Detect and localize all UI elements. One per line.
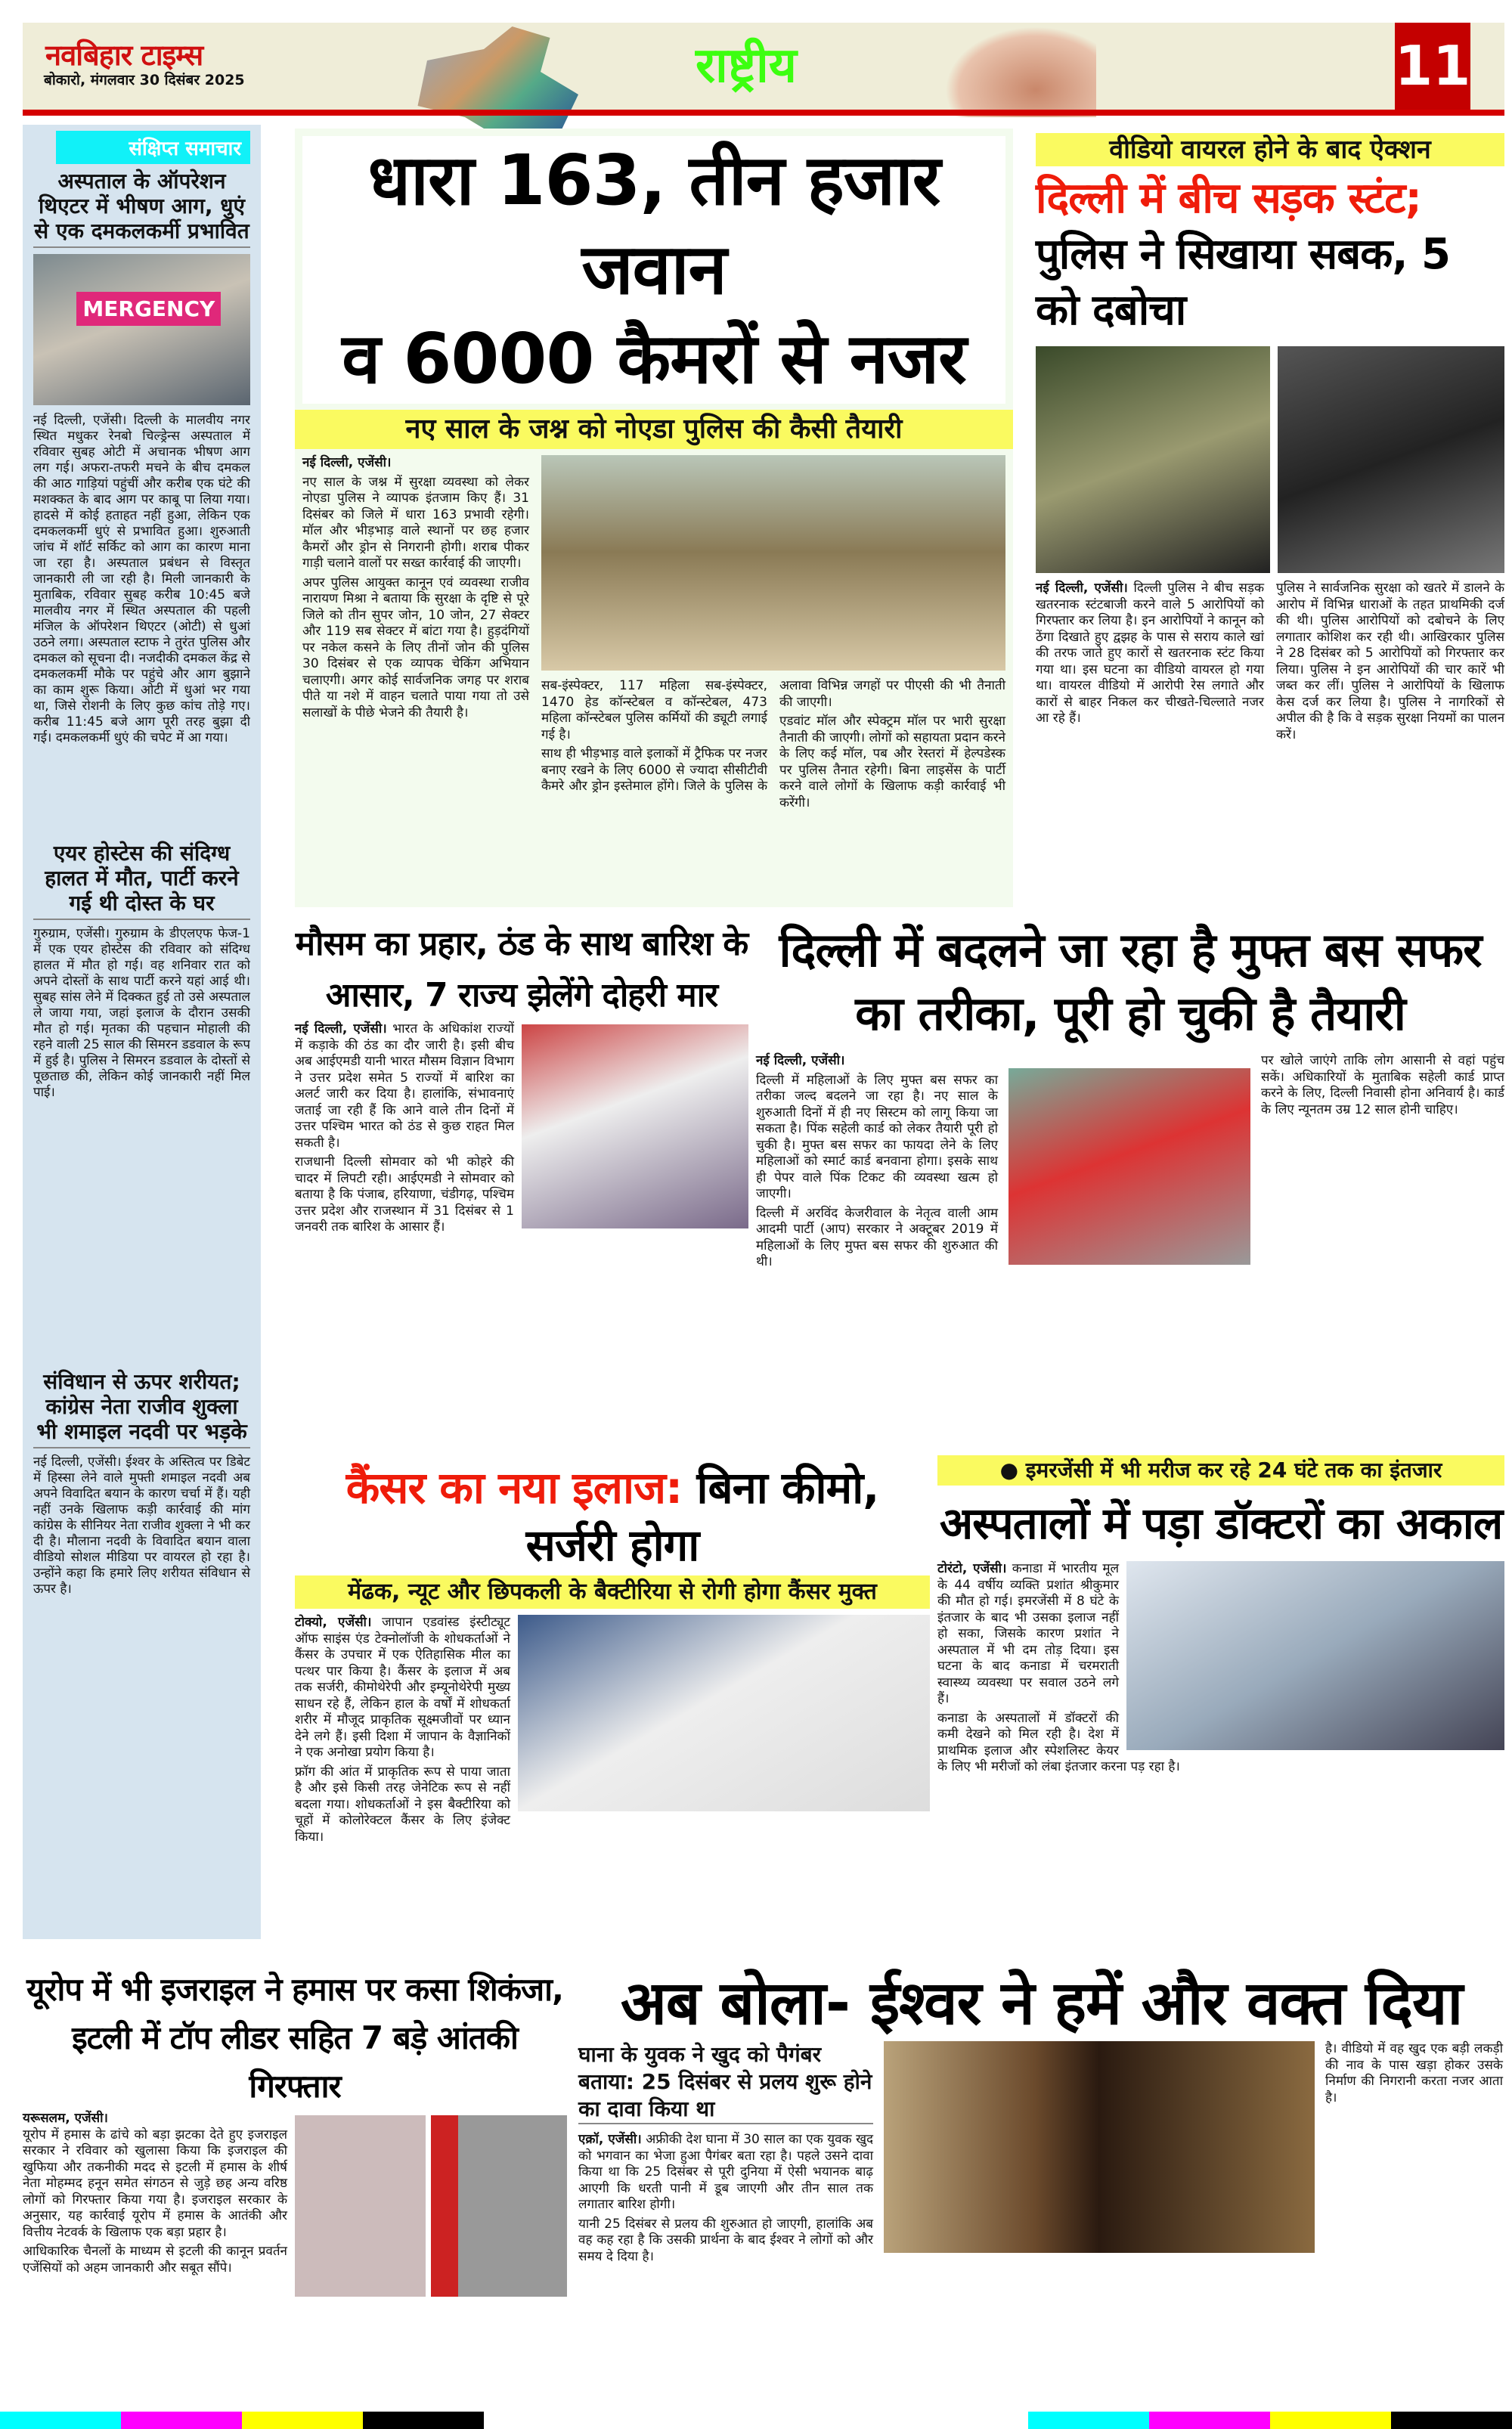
weather-story: [295, 919, 748, 1440]
paragraph: जापान एडवांस्ड इंस्टीट्यूट ऑफ साइंस एंड टेक्नोलॉजी के शोधकर्ताओं ने कैंसर के उपचार में एक ऐतिहासिक मील का पत्थर पार किया है। कैंसर के इलाज में अब तक सर्जरी, कीमोथेरेपी और इम्यूनोथेरेपी मुख्य साधन रहे हैं, लेकिन हाल के वर्षों में शोधकर्ता शरीर में मौजूद प्राकृतिक सूक्ष्मजीवों पर ध्यान देने लगे हैं। इसी दिशा में जापान के वैज्ञानिकों ने एक अनोखा प्रयोग किया है।: [295, 1615, 510, 1760]
bus-photo: [1009, 1068, 1250, 1265]
israel-headline: यूरोप में भी इजराइल ने हमास पर कसा शिकंजा, इटली में टॉप लीडर सहित 7 बड़े आंतकी गिरफ्तार: [26, 1971, 563, 2105]
cancer-story: [295, 1459, 930, 1950]
hospital-fire-photo: [33, 254, 250, 405]
paragraph: कनाडा के अस्पतालों में डॉक्टरों की कमी देखने को मिल रही है। देश में प्राथमिक इलाज और स्पेशलिस्ट केयर के लिए भी मरीजों को लंबा इंतजार करना पड़ रहा है।: [937, 1710, 1180, 1774]
paragraph: पर खोले जाएंगे ताकि लोग आसानी से वहां पहुंच सकें। अधिकारियों के मुताबिक सहेली कार्ड प्राप्त करने के लिए, दिल्ली निवासी होना अनिवार्य है। कार्ड के लिए न्यूनतम उम्र 12 साल होनी चाहिए।: [1261, 1053, 1504, 1117]
police-march-photo: [541, 455, 1005, 671]
lead-story: [295, 129, 1013, 907]
emergency-sign: MERGENCY: [76, 292, 221, 326]
brief-news-column: [23, 125, 261, 1939]
dateline: यरूसलम, एजेंसी।: [23, 2111, 108, 2126]
dateline: नई दिल्ली, एजेंसी।: [1036, 581, 1128, 596]
paragraph: दिल्ली पुलिस ने बीच सड़क खतरनाक स्टंटबाजी करने वाले 5 आरोपियों को गिरफ्तार कर लिया है। इन आरोपियों ने कानून को ठेंगा दिखाते हुए द्वझह के पास से सराय काले खां की तरफ जाते हुए कारों से खतरनाक स्टंट किया गया था। इस घटना का वीडियो वायरल हो गया था। वायरल वीडियो में आरोपी रेस लगाते और कारों से बाहर निकल कर चीखते-चिल्लाते नजर आ रहे हैं।: [1036, 581, 1264, 726]
paragraph: कनाडा में भारतीय मूल के 44 वर्षीय व्यक्ति प्रशांत श्रीकुमार की मौत हो गई। इमरजेंसी में 8 घंटे के इंतजार के बाद भी उसका इलाज नहीं हो सका, जिसके कारण प्रशांत ने अस्पताल में भी दम तोड़ दिया। इस घटना के बाद कनाडा में चरमराती स्वास्थ्य व्यवस्था पर सवाल उठने लगे हैं।: [937, 1561, 1120, 1706]
hospital-iv-photo: [518, 1615, 930, 1811]
lead-subhead: नए साल के जश्न को नोएडा पुलिस की कैसी तैयारी: [295, 410, 1013, 449]
stunt-story: [1036, 129, 1504, 907]
dateline: नई दिल्ली, एजेंसी।: [756, 1053, 845, 1068]
paragraph: साथ ही भीड़भाड़ वाले इलाकों में ट्रैफिक पर नजर बनाए रखने के लिए 6000 से ज्यादा सीसीटीवी कैमरे और ड्रोन इस्तेमाल होंगे। जिले के पुलिस के अलावा विभिन्न जगहों पर पीएसी की भी तैनाती की जाएगी।: [541, 678, 1005, 794]
paragraph: दिल्ली में महिलाओं के लिए मुफ्त बस सफर का तरीका जल्द बदलने जा रहा है। नए साल के शुरुआती दिनों में ही नए सिस्टम को लागू किया जा सकता है। पिंक सहेली कार्ड को लेकर तैयारी पूरी हो चुकी है। मुफ्त बस सफर का फायदा लेने के लिए महिलाओं को स्मार्ट कार्ड बनवाना होगा। इसके साथ ही पेपर वाले पिंक टिकट की व्यवस्था खत्म हो जाएगी।: [756, 1072, 998, 1201]
paragraph: भारत के अधिकांश राज्यों में कड़ाके की ठंड का दौर जारी है। इसी बीच अब आईएमडी यानी भारत मौसम विज्ञान विभाग ने उत्तर प्रदेश समेत 5 राज्यों में बारिश का अलर्ट जारी कर दिया है। हालांकि, संभावनाएं जताई जा रही हैं कि आने वाले तीन दिनों में उत्तर पश्चिम भारत को ठंड से कुछ राहत मिल सकती है।: [295, 1021, 514, 1151]
ghana-headline: अब बोला- ईश्वर ने हमें और वक्त दिया: [620, 1968, 1463, 2038]
brief-headline: एयर होस्टेस की संदिग्ध हालत में मौत, पार्टी करने गई थी दोस्त के घर: [33, 841, 250, 920]
brief-text: नई दिल्ली, एजेंसी। ईश्वर के अस्तित्व पर डिबेट में हिस्सा लेने वाले मुफ्ती शमाइल नदवी अब अपने विवादित बयान के कारण चर्चा में हैं। यही नहीं उनके खिलाफ कड़ी कार्रवाई की मांग कांग्रेस के सीनियर नेता राजीव शुक्ला ने भी कर दी है। मौलाना नदवी के विवादित बयान वाला वीडियो सोशल मीडिया पर वायरल हो रहा है। उन्होंने कहा कि हमारे लिए शरीयत संविधान से ऊपर है।: [33, 1455, 250, 1597]
stunt-photo-left: [1036, 346, 1270, 573]
paragraph: अपर पुलिस आयुक्त कानून एवं व्यवस्था राजीव नारायण मिश्रा ने बताया कि सुरक्षा के दृष्टि से पूरे जिले को तीन सुपर जोन, 10 जोन, 27 सेक्टर और 119 सब सेक्टर में बांटा गया है। हुड़दंगियों पर नकेल कसने के लिए तीनों जोन की पुलिस 30 दिसंबर से एक व्यापक चेकिंग अभियान चलाएगी। अगर कोई सार्वजनिक जगह पर शराब पीते या नशे में वाहन चलाते पाया गया तो उसे सलाखों के पीछे भेजने की तैयारी है।: [302, 575, 529, 720]
dateline: नई दिल्ली, एजेंसी।: [295, 1021, 387, 1036]
paragraph: आधिकारिक चैनलों के माध्यम से इटली की कानून प्रवर्तन एजेंसियों को अहम जानकारी और सबूत सौंपे।: [23, 2244, 287, 2276]
cold-weather-photo: [522, 1024, 748, 1228]
brief-text: नई दिल्ली, एजेंसी। दिल्ली के मालवीय नगर स्थित मधुकर रेनबो चिल्ड्रेन्स अस्पताल में रविवार सुबह ओटी में अचानक भीषण आग लग गई। अफरा-तफरी मचने के बीच दमकल की आठ गाड़ियां पहुंचीं और करीब एक घंटे की मशक्कत के बाद आग पर काबू पा लिया गया। हादसे में कोई हताहत नहीं हुआ, लेकिन एक दमकलकर्मी धुएं से प्रभावित हुआ। शुरुआती जांच में शॉर्ट सर्किट को आग का कारण माना जा रहा है। अस्पताल प्रबंधन से विस्तृत जानकारी ली जा रही है। मिली जानकारी के मुताबिक, रविवार सुबह करीब 10:45 बजे मालवीय नगर में स्थित अस्पताल की पहली मंजिल के ऑपरेशन थिएटर (ओटी) से धुआं उठने लगा। अस्पताल स्टाफ ने तुरंत पुलिस और दमकल को सूचना दी। नजदीकी दमकल केंद्र से दमकलकर्मी मौके पर पहुंचे और आग बुझाने का काम शुरू किया। ओटी में धुआं भर गया था, जिसे रोशनी के लिए कुछ कांच तोड़े गए। करीब 11:45 बजे आग पूरी तरह बुझा दी गई। दमकलकर्मी धुएं की चपेट में आ गया।: [33, 413, 250, 745]
paragraph: दिल्ली में अरविंद केजरीवाल के नेतृत्व वाली आम आदमी पार्टी (आप) सरकार ने अक्टूबर 2019 में महिलाओं के लिए मुफ्त बस सफर की शुरुआत की थी।: [756, 1205, 998, 1269]
stunt-headline-black: पुलिस ने सिखाया सबक, 5 को दबोचा: [1036, 230, 1450, 335]
paragraph: नए साल के जश्न में सुरक्षा व्यवस्था को लेकर नोएडा पुलिस ने व्यापक इंतजाम किए हैं। 31 दिसंबर को जिले में धारा 163 प्रभावी रहेगी। मॉल और भीड़भाड़ वाले स्थानों पर छह हजार कैमरों और ड्रोन से निगरानी होगी। शराब पीकर गाड़ी चलाने वालों पर सख्त कार्रवाई की जाएगी।: [302, 474, 529, 571]
brief-headline: अस्पताल के ऑपरेशन थिएटर में भीषण आग, धुएं से एक दमकलकर्मी प्रभावित: [33, 169, 250, 248]
dateline: नई दिल्ली, एजेंसी।: [302, 455, 392, 470]
paragraph: यूरोप में हमास के ढांचे को बड़ा झटका देते हुए इजराइल सरकार ने रविवार को खुलासा किया कि इजराइल की खुफिया और तकनीकी मदद से इटली में हमास के शीर्ष नेता मोहम्मद हनून समेत संगठन से जुड़े छह अन्य वरिष्ठ लोगों को गिरफ्तार किया गया है। इजराइल सरकार के अनुसार, यह कार्रवाई यूरोप में हमास के आतंकी और वित्तीय नेटवर्क के खिलाफ एक बड़ा प्रहार है।: [23, 2127, 287, 2240]
paragraph: पुलिस ने सार्वजनिक सुरक्षा को खतरे में डालने के आरोप में विभिन्न धाराओं के तहत प्राथमिकी दर्ज की थी। पुलिस आरोपियों को दबोचने के लिए लगातार कोशिश कर रही थी। आखिरकार पुलिस ने 28 दिसंबर को 5 आरोपियों को गिरफ्तार कर लिया। पुलिस ने इन आरोपियों की चार कारें भी जब्त कर लीं। पुलिस ने आरोपियों के खिलाफ केस दर्ज कर लिया है। पुलिस ने नागरिकों से अपील की है कि वे सड़क सुरक्षा नियमों का पालन करें।: [1276, 581, 1504, 742]
stunt-photo-right: [1278, 346, 1504, 573]
ghana-prophet-photo: [884, 2041, 1315, 2253]
lead-headline-line1: धारा 163, तीन हजार जवान: [302, 136, 1005, 314]
paragraph: सब-इंस्पेक्टर, 117 महिला सब-इंस्पेक्टर, 1470 हेड कॉन्स्टेबल व कॉन्स्टेबल, 473 महिला कॉन्स्टेबल पुलिस कर्मियों की ड्यूटी लगाई गई है।: [541, 678, 767, 742]
paragraph: यानी 25 दिसंबर से प्रलय की शुरुआत हो जाएगी, हालांकि अब वह कह रहा है कि उसकी प्रार्थना के बाद ईश्वर ने लोगों को और समय दे दिया है।: [578, 2216, 873, 2264]
doctors-kicker-text: इमरजेंसी में भी मरीज कर रहे 24 घंटे तक का इंतजार: [1025, 1458, 1442, 1482]
lead-headline-line2: व 6000 कैमरों से नजर: [302, 314, 1005, 404]
paragraph: राजधानी दिल्ली सोमवार को भी कोहरे की चादर में लिपटी रही। आईएमडी ने सोमवार को बताया है कि पंजाब, हरियाणा, चंडीगढ़, पश्चिम उत्तर प्रदेश और राजस्थान में 31 दिसंबर से 1 जनवरी तक बारिश के आसार हैं।: [295, 1154, 514, 1235]
israel-story: [23, 1966, 567, 2404]
stunt-kicker: वीडियो वायरल होने के बाद ऐक्शन: [1036, 133, 1504, 166]
brief-text: गुरुग्राम, एजेंसी। गुरुग्राम के डीएलएफ फेज-1 में एक एयर होस्टेस की रविवार को संदिग्ध हालत में मौत हो गई। वह शनिवार रात को अपने दोस्तों के साथ पार्टी करने यहां आई थी। सुबह सांस लेने में दिक्कत हुई तो उसे अस्पताल ले जाया गया, जहां इलाज के दौरान उसकी मौत हो गई। मृतका की पहचान मोहाली की रहने वाली 25 साल की सिमरन डडवाल के रूप में हुई है। पुलिस ने सिमरन डडवाल के दोस्तों से पूछताछ की, लेकिन कोई जानकारी नहीं मिल पाई।: [33, 926, 250, 1100]
weather-headline: मौसम का प्रहार, ठंड के साथ बारिश के आसार, 7 राज्य झेलेंगे दोहरी मार: [295, 925, 748, 1015]
dateline: एक्रॉ, एजेंसी।: [578, 2132, 642, 2147]
ghana-subhead: घाना के युवक ने खुद को पैगंबर बताया: 25 दिसंबर से प्रलय शुरू होने का दावा किया था: [578, 2041, 873, 2124]
date-line: बोकारो, मंगलवार 30 दिसंबर 2025: [44, 72, 245, 88]
bus-headline: दिल्ली में बदलने जा रहा है मुफ्त बस सफर का तरीका, पूरी हो चुकी है तैयारी: [779, 922, 1482, 1041]
doctors-kicker: ● इमरजेंसी में भी मरीज कर रहे 24 घंटे तक का इंतजार: [937, 1455, 1504, 1486]
paper-name: नवबिहार टाइम्स: [45, 39, 203, 72]
cancer-headline-black: बिना कीमो, सर्जरी होगा: [525, 1462, 879, 1571]
paragraph: फ्रॉग की आंत में प्राकृतिक रूप से पाया जाता है और इसे किसी तरह जेनेटिक रूप से नहीं बदला गया। शोधकर्ताओं ने इस बैक्टीरिया को चूहों में कोलोरेक्टल कैंसर के लिए इंजेक्ट किया।: [295, 1764, 510, 1845]
dateline: टोरंटो, एजेंसी।: [937, 1561, 1007, 1576]
cancer-headline-red: कैंसर का नया इलाज:: [345, 1462, 683, 1513]
lead-body: [295, 455, 1013, 811]
doctors-headline: अस्पतालों में पड़ा डॉक्टरों का अकाल: [939, 1498, 1503, 1549]
brief-news-kicker: संक्षिप्त समाचार: [56, 131, 250, 164]
paragraph: है। वीडियो में वह खुद एक बड़ी लकड़ी की नाव के पास खड़ा होकर उसके निर्माण की निगरानी करता नजर आता है।: [1325, 2041, 1503, 2105]
paragraph: अफ्रीकी देश घाना में 30 साल का एक युवक खुद को भगवान का भेजा हुआ पैगंबर बता रहा है। पहले उसने दावा किया था कि 25 दिसंबर से पूरी दुनिया में ऐसी भयानक बाढ़ आएगी कि धरती पानी में डूब जाएगी और तीन साल तक लगातार बारिश होगी।: [578, 2132, 874, 2212]
bus-story: [756, 919, 1504, 1440]
page-number: 11: [1395, 23, 1470, 110]
color-registration-strip: [0, 2412, 1512, 2429]
ghana-story: [578, 1966, 1504, 2404]
header-divider: [23, 110, 1504, 116]
doctors-story: [937, 1455, 1504, 1950]
hospital-bed-photo: [1126, 1561, 1504, 1750]
arrested-leaders-photo: [295, 2115, 567, 2297]
section-title: राष्ट्रीय: [696, 38, 797, 94]
statue-image: [945, 26, 1096, 117]
brief-headline: संविधान से ऊपर शरीयत; कांग्रेस नेता राजीव शुक्ला भी शमाइल नदवी पर भड़के: [33, 1369, 250, 1448]
cancer-subhead: मेंढक, न्यूट और छिपकली के बैक्टीरिया से रोगी होगा कैंसर मुक्त: [295, 1575, 930, 1609]
paragraph: एडवांट मॉल और स्पेक्ट्रम मॉल पर भारी सुरक्षा तैनाती की जाएगी। लोगों को सहायता प्रदान करने के लिए कई मॉल, पब और रेस्तरां में हेल्पडेस्क पर पुलिस तैनात रहेगी। बिना लाइसेंस के पार्टी करने वाले लोगों के खिलाफ कड़ी कार्रवाई भी करेंगी।: [779, 714, 1005, 810]
dateline: टोक्यो, एजेंसी।: [295, 1615, 372, 1630]
stunt-headline-red: दिल्ली में बीच सड़क स्टंट;: [1036, 174, 1421, 223]
